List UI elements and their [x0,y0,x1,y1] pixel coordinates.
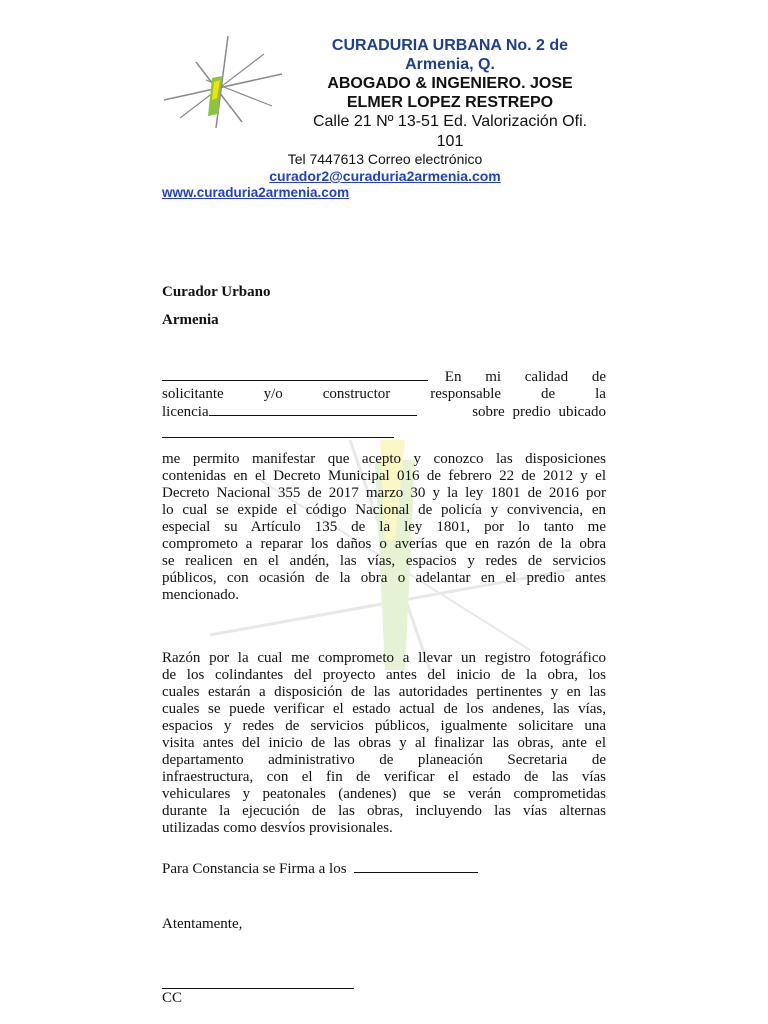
license-label: licencia [162,404,209,420]
constancia-text: Para Constancia se Firma a los [162,861,347,877]
role-word: la [595,386,606,402]
paragraph-line: comprometo a reparar los daños o averías que en razón de la obra [162,536,606,552]
paragraph-line: infraestructura, con el fin de verificar el estado de las vías [162,769,606,785]
role-word: de [541,386,556,402]
paragraph-line: espacios y redes de servicios públicos, igualmente solicitare una [162,718,606,734]
attorney-line2: ELMER LOPEZ RESTREPO [346,94,554,111]
license-number-blank[interactable] [209,403,417,416]
paragraph-line: Decreto Nacional 355 de 2017 marzo 30 y la ley 1801 de 2016 por [162,485,606,501]
signature-line[interactable] [162,988,354,989]
paragraph-line: cuales estarán a disposición de las autoridades pertinentes y en las [162,684,606,700]
property-address-blank[interactable] [162,425,394,438]
paragraph-line: públicos, con ocasión de la obra o adelantar en el predio antes [162,570,606,586]
paragraph-line: utilizadas como desvíos provisionales. [162,820,393,836]
addressee-city: Armenia [162,312,219,328]
id-label: CC [162,990,183,1006]
role-word: constructor [322,386,391,402]
role-word: y/o [263,386,283,402]
paragraph-line: de los colindantes del proyecto antes del inicio de la obra, los [162,667,606,683]
letterhead [270,36,630,152]
property-text: sobre predio ubicado [472,404,606,420]
photo-record-paragraph [162,650,606,837]
address-line1: Calle 21 Nº 13-51 Ed. Valorización Ofi. [312,113,588,130]
paragraph-line: vehiculares y peatonales (andenes) que se verán comprometidas [162,786,606,802]
paragraph-line: departamento administrativo de planeación Secretaria de [162,752,606,768]
org-name-line2: Armenia, Q. [405,56,495,73]
paragraph-line: cuales se puede verificar el estado actual de los andenes, las vías, [162,701,606,717]
paragraph-line: Razón por la cual me comprometo a llevar un registro fotográfico [162,650,606,666]
role-word: solicitante [162,386,224,402]
capacity-text: En mi calidad de [444,369,606,385]
paragraph-line: durante la ejecución de las obras, incluyendo las vías alternas [162,803,606,819]
paragraph-line: visita antes del inicio de las obras y al finalizar las obras, ante el [162,735,606,751]
paragraph-line: especial su Artículo 135 de la ley 1801, por lo tanto me [162,519,606,535]
paragraph-line: lo cual se expide el código Nacional de policía y convivencia, en [162,502,606,518]
date-blank[interactable] [354,860,478,873]
applicant-name-blank[interactable] [162,368,428,381]
role-word: responsable [430,386,502,402]
website-link[interactable]: www.curaduria2armenia.com [162,185,350,200]
commitment-paragraph [162,451,606,604]
curaduria-logo [160,32,288,132]
paragraph-line: me permito manifestar que acepto y conozco las disposiciones [162,451,606,467]
telephone-line: Tel 7447613 Correo electrónico [287,151,483,167]
constancia-line [162,860,478,878]
paragraph-line: se realicen en el andén, las vías, espacios y redes de servicios [162,553,606,569]
paragraph-line: contenidas en el Decreto Municipal 016 de febrero 22 de 2012 y el [162,468,606,484]
addressee-title: Curador Urbano [162,284,271,300]
attorney-line1: ABOGADO & INGENIERO. JOSE [327,75,573,92]
applicant-field-block [162,368,606,443]
role-line [162,386,606,403]
address-line2: 101 [436,133,464,150]
closing-salutation: Atentamente, [162,916,243,932]
paragraph-line: mencionado. [162,587,240,603]
org-name-line1: CURADURIA URBANA No. 2 de [331,37,569,54]
email-link[interactable]: curador2@curaduria2armenia.com [269,168,501,184]
